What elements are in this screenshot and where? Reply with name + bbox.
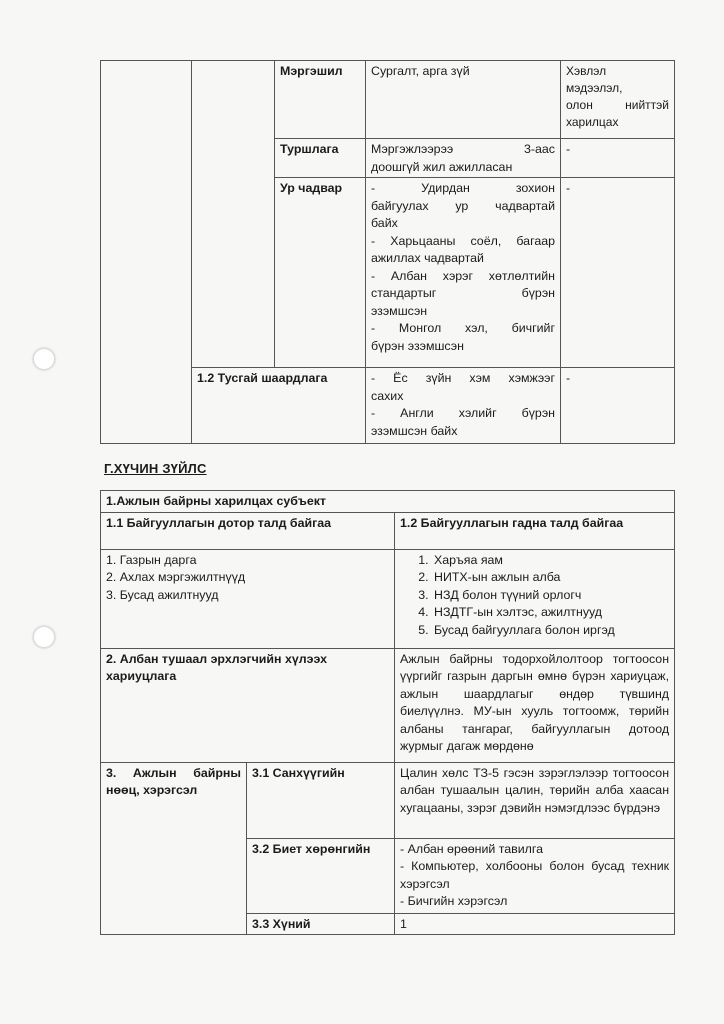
section-heading: Г.ХҮЧИН ЗҮЙЛС	[104, 461, 207, 476]
list-item: 3. Бусад ажилтнууд	[106, 587, 219, 602]
list-item: 4. НЗДТГ-ын хэлтэс, ажилтнууд	[432, 604, 669, 622]
resource-label: 3.1 Санхүүгийн	[247, 762, 395, 838]
inside-header: 1.1 Байгууллагын дотор талд байгаа	[101, 512, 395, 549]
row-label: 1.2 Тусгай шаардлага	[192, 368, 366, 444]
resource-content: - Албан өрөөний тавилга - Компьютер, холбооны болон бусад техник хэрэгсэл - Бичгийн хэрэгсэл	[395, 838, 675, 913]
resources-label: 3. Ажлын байрны нөөц, хэрэгсэл	[101, 762, 247, 935]
requirements-table	[100, 60, 675, 444]
list-item: 2. Ахлах мэргэжилтнүүд	[106, 570, 246, 584]
resource-label: 3.3 Хүний	[247, 913, 395, 935]
responsibility-label: 2. Албан тушаал эрхлэгчийн хүлээх хариуцлага	[101, 648, 395, 762]
resource-label: 3.2 Биет хөрөнгийн	[247, 838, 395, 913]
responsibility-text: Ажлын байрны тодорхойлолтоор тогтоосон үүргийг газрын даргын өмнө бүрэн хариуцаж, ажлын шаардлагыг өндөр түвшинд биелүүлнэ. МУ-ын хууль тогтоомж, төрийн албаны тангараг, байгууллагын дотоод журмыг дагаж мөрдөнө	[395, 648, 675, 762]
punch-hole-bottom	[33, 626, 55, 648]
list-item: 3. НЗД болон түүний орлогч	[432, 587, 669, 605]
blank-cell-b	[192, 61, 275, 368]
resource-content: 1	[395, 913, 675, 935]
list-item: 1. Газрын дарга	[106, 552, 197, 567]
blank-cell-a	[101, 61, 192, 444]
factors-table	[100, 490, 675, 935]
row-content: Сургалт, арга зүй	[366, 61, 561, 139]
row-label: Ур чадвар	[275, 178, 366, 368]
list-item: 5. Бусад байгууллага болон иргэд	[432, 622, 669, 640]
row-content: Мэргэжлээрээ 3-аас доошгүй жил ажилласан	[366, 139, 561, 178]
list-item: 1. Харъяа яам	[432, 552, 669, 570]
punch-hole-top	[33, 348, 55, 370]
list-item: 2. НИТХ-ын ажлын алба	[432, 569, 669, 587]
table-title: 1.Ажлын байрны харилцах субъект	[101, 491, 675, 513]
row-extra: -	[561, 368, 675, 444]
row-label: Туршлага	[275, 139, 366, 178]
row-extra: Хэвлэл мэдээлэл, олон нийттэй харилцах	[561, 61, 675, 139]
row-label: Мэргэшил	[275, 61, 366, 139]
row-content: - Удирдан зохион байгуулах ур чадвартай байх - Харьцааны соёл, багаар ажиллах чадвартай - Албан хэрэг хөтлөлтийн стандартыг бүрэн эзэмшсэн - Монгол хэл, бичгийг бүрэн эзэмшсэн	[366, 178, 561, 368]
outside-list	[395, 549, 675, 648]
outside-header: 1.2 Байгууллагын гадна талд байгаа	[395, 512, 675, 549]
row-extra: -	[561, 139, 675, 178]
row-extra: -	[561, 178, 675, 368]
row-content: - Ёс зүйн хэм хэмжээг сахих - Англи хэлийг бүрэн эзэмшсэн байх	[366, 368, 561, 444]
inside-list	[101, 549, 395, 648]
resource-content: Цалин хөлс ТЗ-5 гэсэн зэрэглэлээр тогтоосон албан тушаалын цалин, төрийн алба хаасан хугацааны, зэрэг дэвийн нэмэгдлээс бүрдэнэ	[395, 762, 675, 838]
